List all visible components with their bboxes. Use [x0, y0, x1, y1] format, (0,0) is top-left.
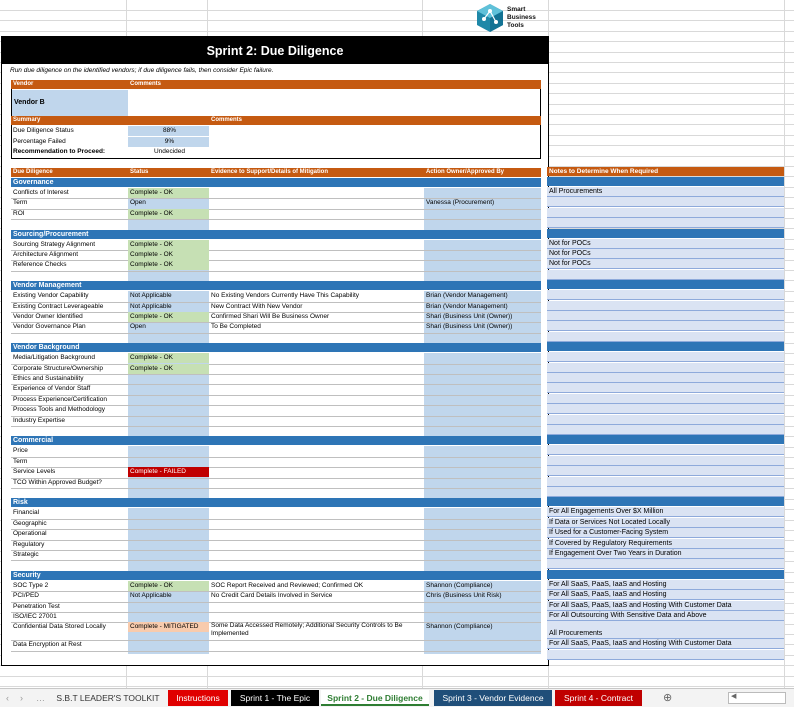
note-cell[interactable]	[547, 321, 784, 331]
note-cell[interactable]	[547, 208, 784, 218]
row-status[interactable]	[128, 519, 209, 529]
row-status[interactable]: Complete - OK	[128, 581, 209, 591]
note-cell-blank[interactable]	[547, 559, 784, 569]
row-evidence[interactable]	[209, 250, 424, 260]
note-cell[interactable]	[547, 352, 784, 362]
section-header: Commercial	[11, 436, 541, 445]
row-status[interactable]: Complete - OK	[128, 260, 209, 270]
recommendation-value[interactable]: Undecided	[153, 148, 186, 155]
row-item-label: Penetration Test	[13, 602, 60, 610]
row-item-label: Reference Checks	[13, 261, 67, 269]
row-evidence[interactable]	[209, 260, 424, 270]
row-status[interactable]	[128, 405, 209, 415]
row-owner[interactable]	[424, 550, 541, 560]
row-owner[interactable]	[424, 188, 541, 198]
row-owner[interactable]	[424, 478, 541, 488]
section-header: Vendor Background	[11, 343, 541, 352]
row-status[interactable]	[128, 374, 209, 384]
note-cell[interactable]	[547, 383, 784, 393]
dd-status-label: Due Diligence Status	[13, 127, 74, 134]
notes-section-header	[547, 229, 784, 238]
row-item-label: Process Experience/Certification	[13, 395, 107, 403]
note-cell[interactable]: All Procurements	[547, 187, 784, 197]
row-item-label: Operational	[13, 530, 47, 538]
row-item-label: Existing Contract Leverageable	[13, 302, 104, 310]
row-status[interactable]	[128, 508, 209, 518]
recommendation-label: Recommendation to Proceed:	[13, 148, 106, 155]
row-status[interactable]	[128, 612, 209, 622]
row-owner[interactable]	[424, 250, 541, 260]
evidence-column-header: Evidence to Support/Details of Mitigation	[211, 169, 329, 175]
row-status[interactable]: Complete - OK	[128, 250, 209, 260]
note-cell[interactable]: If Used for a Customer-Facing System	[547, 528, 784, 538]
row-owner[interactable]	[424, 240, 541, 250]
row-owner[interactable]	[424, 457, 541, 467]
owner-column-header: Action Owner/Approved By	[426, 169, 505, 175]
row-owner[interactable]	[424, 602, 541, 612]
row-evidence[interactable]: New Contract With New Vendor	[211, 302, 303, 310]
horizontal-scrollbar[interactable]	[728, 692, 786, 704]
row-evidence[interactable]	[209, 240, 424, 250]
note-cell-blank[interactable]	[547, 650, 784, 660]
dd-column-header: Due Diligence	[13, 169, 53, 175]
row-owner[interactable]	[424, 612, 541, 622]
row-evidence[interactable]	[209, 540, 424, 550]
row-evidence[interactable]	[209, 529, 424, 539]
row-owner[interactable]	[424, 519, 541, 529]
sheet-tab[interactable]: Sprint 4 - Contract	[555, 690, 642, 706]
row-owner[interactable]: Shannon (Compliance)	[426, 581, 493, 589]
row-owner[interactable]	[424, 364, 541, 374]
note-cell[interactable]: All Procurements	[547, 621, 784, 639]
row-status[interactable]	[128, 416, 209, 426]
row-status[interactable]	[128, 640, 209, 650]
row-evidence[interactable]: Confirmed Shari Will Be Business Owner	[211, 313, 330, 320]
note-cell[interactable]	[547, 466, 784, 476]
notes-section-header	[547, 570, 784, 579]
row-item-label: Regulatory	[13, 540, 45, 548]
row-item-label: Vendor Owner Identified	[13, 313, 83, 320]
sheet-tab[interactable]: Sprint 1 - The Epic	[231, 690, 319, 706]
tab-prev-icon[interactable]: ‹	[6, 693, 9, 703]
row-evidence[interactable]	[209, 364, 424, 374]
row-owner[interactable]	[424, 395, 541, 405]
row-divider	[11, 651, 541, 652]
row-item-label: ROI	[13, 209, 25, 217]
row-divider	[11, 560, 541, 561]
row-evidence[interactable]	[209, 209, 424, 219]
row-owner[interactable]: Shannon (Compliance)	[426, 623, 493, 631]
row-item-label: Term	[13, 199, 28, 207]
row-item-label: Service Levels	[13, 468, 56, 476]
row-item-label: Strategic	[13, 551, 39, 558]
row-status[interactable]: Complete - OK	[128, 312, 209, 322]
row-owner[interactable]: Vanessa (Procurement)	[426, 199, 495, 207]
pct-failed-value[interactable]: 9%	[128, 137, 209, 147]
notes-section-header	[547, 435, 784, 444]
section-header: Sourcing/Procurement	[11, 230, 541, 239]
row-owner[interactable]	[424, 640, 541, 650]
row-evidence[interactable]	[209, 416, 424, 426]
row-evidence[interactable]	[209, 374, 424, 384]
row-evidence[interactable]	[209, 467, 424, 477]
row-evidence[interactable]	[209, 353, 424, 363]
row-item-label: Industry Expertise	[13, 416, 66, 424]
row-item-label: Process Tools and Methodology	[13, 406, 106, 414]
row-divider	[11, 219, 541, 220]
row-status[interactable]: Complete - OK	[128, 240, 209, 250]
row-item-label: Price	[13, 447, 28, 455]
row-owner[interactable]: Shari (Business Unit (Owner))	[426, 323, 513, 331]
note-cell[interactable]	[547, 415, 784, 425]
note-cell[interactable]	[547, 394, 784, 404]
note-cell[interactable]: Not for POCs	[547, 249, 784, 259]
note-cell-blank[interactable]	[547, 218, 784, 228]
row-owner[interactable]	[424, 529, 541, 539]
row-owner[interactable]	[424, 260, 541, 270]
row-item-label: Corporate Structure/Ownership	[13, 364, 103, 372]
section-header: Security	[11, 571, 541, 580]
row-item-label: Media/Litigation Background	[13, 354, 96, 362]
row-status[interactable]	[128, 395, 209, 405]
smart-business-tools-logo	[476, 1, 536, 35]
row-owner[interactable]: Shari (Business Unit (Owner))	[426, 313, 513, 320]
vendor-comments-header: Comments	[130, 81, 162, 87]
notes-column-header: Notes to Determine When Required	[547, 167, 784, 176]
sheet-tab-bar	[0, 688, 794, 707]
row-status[interactable]: Complete - OK	[128, 364, 209, 374]
note-cell[interactable]	[547, 404, 784, 414]
row-status[interactable]: Complete - OK	[128, 353, 209, 363]
row-status[interactable]: Complete - OK	[128, 188, 209, 198]
row-evidence[interactable]	[209, 602, 424, 612]
logo-text-line1: Smart	[507, 6, 526, 13]
scroll-left-icon[interactable]: ◀	[731, 693, 737, 700]
row-status[interactable]	[128, 550, 209, 560]
row-owner[interactable]	[424, 446, 541, 456]
row-evidence[interactable]	[209, 508, 424, 518]
note-cell[interactable]: Not for POCs	[547, 259, 784, 269]
row-item-label: Data Encryption at Rest	[13, 641, 82, 649]
row-owner[interactable]	[424, 353, 541, 363]
note-cell[interactable]: If Engagement Over Two Years in Duration	[547, 549, 784, 559]
row-item-label: Term	[13, 457, 28, 465]
add-sheet-icon[interactable]: ⊕	[663, 692, 673, 704]
tab-next-icon[interactable]: ›	[20, 693, 23, 703]
row-evidence[interactable]	[209, 457, 424, 467]
due-diligence-sheet	[1, 36, 549, 666]
row-divider	[11, 271, 541, 272]
row-evidence[interactable]	[209, 384, 424, 394]
note-cell[interactable]	[547, 373, 784, 383]
row-evidence[interactable]	[209, 395, 424, 405]
sheet-tab[interactable]: Sprint 3 - Vendor Evidence	[434, 690, 552, 706]
status-column-header: Status	[130, 169, 149, 175]
vendor-name-cell[interactable]: Vendor B	[12, 90, 128, 116]
row-owner[interactable]	[424, 209, 541, 219]
section-header: Vendor Management	[11, 281, 541, 290]
row-owner[interactable]	[424, 416, 541, 426]
row-status[interactable]: Not Applicable	[130, 592, 172, 600]
row-owner[interactable]	[424, 374, 541, 384]
row-item-label: PCI/PED	[13, 592, 40, 600]
row-evidence[interactable]	[209, 405, 424, 415]
row-status[interactable]	[128, 540, 209, 550]
row-status[interactable]: Complete - FAILED	[128, 467, 209, 477]
row-item-label: SOC Type 2	[13, 581, 49, 589]
row-status[interactable]	[128, 602, 209, 612]
sheet-tab[interactable]: Instructions	[168, 690, 228, 706]
row-status[interactable]	[128, 529, 209, 539]
summary-header-label: Summary	[13, 117, 41, 123]
row-evidence[interactable]: To Be Completed	[211, 323, 261, 331]
row-evidence[interactable]	[209, 612, 424, 622]
row-item-label: Vendor Governance Plan	[13, 323, 86, 331]
row-item-label: Ethics and Sustainability	[13, 375, 84, 382]
row-divider	[11, 426, 541, 427]
summary-comments-header: Comments	[211, 117, 243, 123]
note-cell[interactable]: Not for POCs	[547, 239, 784, 249]
row-evidence[interactable]	[209, 519, 424, 529]
note-cell-blank[interactable]	[547, 270, 784, 280]
row-evidence[interactable]	[209, 188, 424, 198]
row-evidence[interactable]: No Existing Vendors Currently Have This Capability	[211, 292, 360, 300]
note-cell[interactable]: For All SaaS, PaaS, IaaS and Hosting	[547, 590, 784, 600]
notes-section-header	[547, 177, 784, 186]
row-item-label: Confidential Data Stored Locally	[13, 623, 106, 631]
row-evidence[interactable]	[209, 198, 424, 208]
sheet-tab[interactable]: Sprint 2 - Due Diligence	[321, 690, 429, 706]
row-divider	[11, 333, 541, 334]
note-cell[interactable]	[547, 477, 784, 487]
note-cell[interactable]	[547, 301, 784, 311]
note-cell[interactable]	[547, 456, 784, 466]
notes-section-header	[547, 497, 784, 506]
row-item-label: Existing Vendor Capability	[13, 292, 89, 300]
note-cell[interactable]	[547, 197, 784, 207]
row-status[interactable]	[128, 457, 209, 467]
tab-more-icon[interactable]: …	[36, 693, 45, 703]
row-item-label: Architecture Alignment	[13, 251, 79, 258]
note-cell-blank[interactable]	[547, 425, 784, 435]
note-cell[interactable]	[547, 311, 784, 321]
logo-text-line2: Business	[507, 14, 536, 21]
row-item-label: Conflicts of Interest	[13, 189, 69, 196]
row-evidence[interactable]	[209, 478, 424, 488]
row-owner[interactable]	[424, 384, 541, 394]
row-item-label: ISO/IEC 27001	[13, 613, 57, 620]
row-evidence[interactable]: Some Data Accessed Remotely; Additional Security Controls to Be Implemented	[211, 622, 403, 638]
row-status[interactable]: Open	[130, 323, 146, 331]
section-header: Governance	[11, 178, 541, 187]
note-cell[interactable]: For All SaaS, PaaS, IaaS and Hosting With Customer Data	[547, 601, 784, 611]
row-status[interactable]: Complete - MITIGATED	[128, 622, 209, 632]
row-item-label: Geographic	[13, 519, 47, 527]
row-owner[interactable]: Brian (Vendor Management)	[426, 302, 508, 310]
dd-status-value[interactable]: 88%	[128, 126, 209, 136]
row-owner[interactable]: Chris (Business Unit Risk)	[426, 592, 502, 600]
notes-section-header	[547, 342, 784, 351]
row-item-label: Experience of Vendor Staff	[13, 385, 91, 393]
row-owner[interactable]	[424, 467, 541, 477]
row-evidence[interactable]	[209, 446, 424, 456]
page-title: Sprint 2: Due Diligence	[2, 37, 548, 64]
row-status[interactable]: Not Applicable	[130, 292, 172, 300]
row-evidence[interactable]: SOC Report Received and Reviewed; Confirmed OK	[211, 581, 364, 589]
row-status[interactable]	[128, 384, 209, 394]
pct-failed-label: Percentage Failed	[13, 138, 66, 145]
row-owner[interactable]	[424, 540, 541, 550]
row-evidence[interactable]	[209, 550, 424, 560]
row-status[interactable]: Not Applicable	[130, 302, 172, 310]
note-cell-blank[interactable]	[547, 332, 784, 342]
cube-logo-icon	[476, 3, 504, 33]
row-item-label: Financial	[13, 509, 40, 517]
note-cell[interactable]	[547, 363, 784, 373]
row-divider	[11, 488, 541, 489]
row-status[interactable]: Open	[130, 199, 146, 207]
row-item-label: TCO Within Approved Budget?	[13, 478, 102, 486]
row-owner[interactable]	[424, 405, 541, 415]
note-cell[interactable]: For All SaaS, PaaS, IaaS and Hosting With Customer Data	[547, 639, 784, 649]
instructions-text: Run due diligence on the identified vendors; if due diligence fails, then consider Epic failure.	[10, 67, 274, 74]
row-evidence[interactable]	[209, 640, 424, 650]
note-cell[interactable]	[547, 445, 784, 455]
row-item-label: Sourcing Strategy Alignment	[13, 240, 96, 248]
section-header: Risk	[11, 498, 541, 507]
row-owner[interactable]	[424, 508, 541, 518]
vendor-header-label: Vendor	[13, 81, 34, 87]
row-evidence[interactable]: No Credit Card Details Involved in Service	[211, 592, 333, 600]
sheet-tab[interactable]: S.B.T LEADER'S TOOLKIT	[52, 690, 164, 706]
note-cell[interactable]: For All Engagements Over $X Million	[547, 507, 784, 517]
row-status[interactable]	[128, 478, 209, 488]
row-status[interactable]: Complete - OK	[128, 209, 209, 219]
row-owner[interactable]: Brian (Vendor Management)	[426, 292, 508, 300]
notes-section-header	[547, 280, 784, 289]
logo-text-line3: Tools	[507, 22, 524, 29]
note-cell-blank[interactable]	[547, 487, 784, 497]
note-cell[interactable]: If Data or Services Not Located Locally	[547, 518, 784, 528]
note-cell[interactable]	[547, 290, 784, 300]
row-status[interactable]	[128, 446, 209, 456]
note-cell[interactable]: For All Outsourcing With Sensitive Data and Above	[547, 611, 784, 621]
note-cell[interactable]: For All SaaS, PaaS, IaaS and Hosting	[547, 580, 784, 590]
note-cell[interactable]: If Covered by Regulatory Requirements	[547, 539, 784, 549]
